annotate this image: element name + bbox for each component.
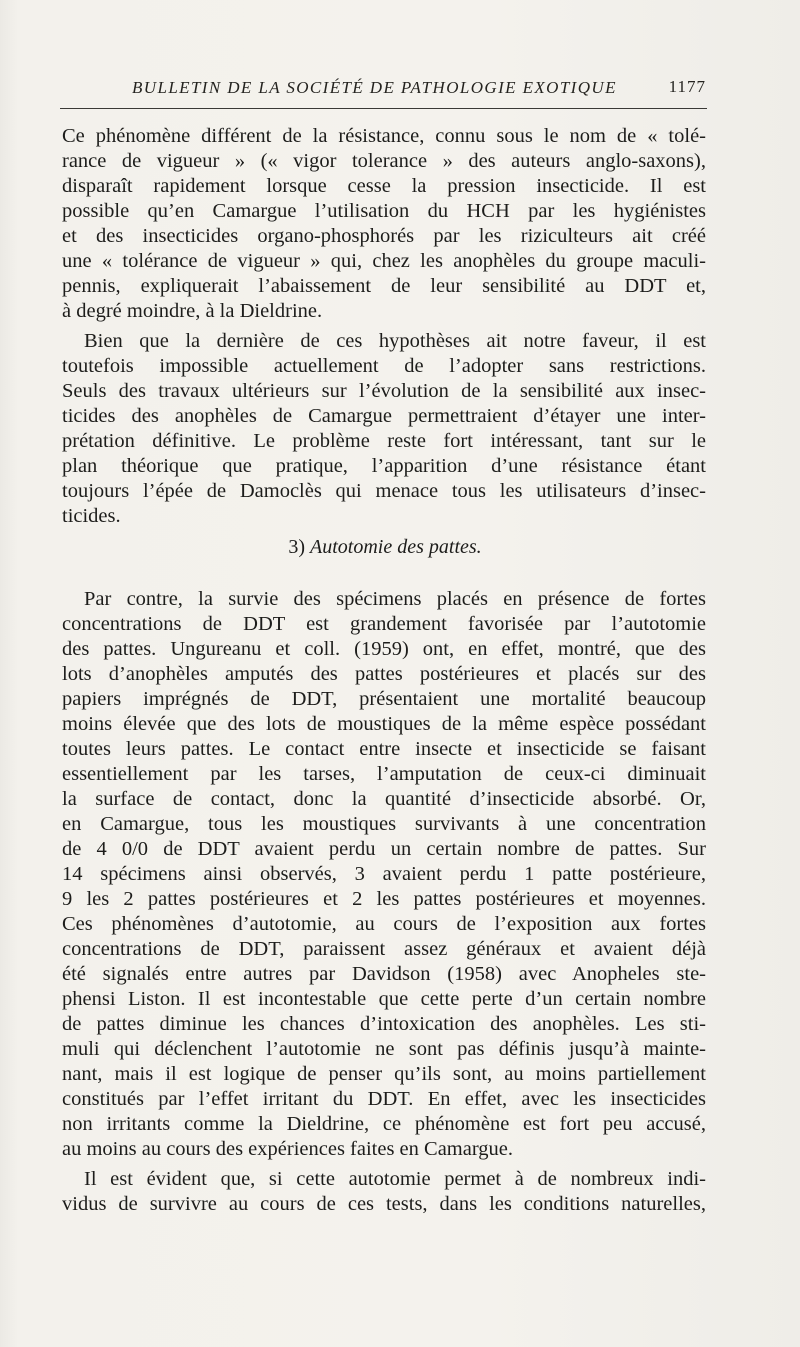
text-line: disparaît rapidement lorsque cesse la pression insecticide. Il est xyxy=(62,175,706,197)
text-line: rance de vigueur » (« vigor tolerance » des auteurs anglo-saxons), xyxy=(62,150,706,172)
text-line: non irritants comme la Dieldrine, ce phénomène est fort peu accusé, xyxy=(62,1113,706,1135)
text-line: été signalés entre autres par Davidson (1958) avec Anopheles ste- xyxy=(62,963,706,985)
paragraph-1 xyxy=(62,124,706,324)
text-line: ticides. xyxy=(62,505,121,527)
text-line: de 4 0/0 de DDT avaient perdu un certain nombre de pattes. Sur xyxy=(62,838,706,860)
text-line: Par contre, la survie des spécimens placés en présence de fortes xyxy=(84,588,706,610)
text-line: vidus de survivre au cours de ces tests, dans les conditions naturelles, xyxy=(62,1193,706,1215)
text-line: une « tolérance de vigueur » qui, chez les anophèles du groupe maculi- xyxy=(62,250,706,272)
section-title: Autotomie des pattes. xyxy=(310,536,482,558)
text-line: toutes leurs pattes. Le contact entre insecte et insecticide se faisant xyxy=(62,738,706,760)
page-number: 1177 xyxy=(668,77,706,96)
section-number: 3) xyxy=(288,536,306,558)
text-line: en Camargue, tous les moustiques survivants à une concentration xyxy=(62,813,706,835)
running-header xyxy=(60,74,706,102)
text-line: Ce phénomène différent de la résistance, connu sous le nom de « tolé- xyxy=(62,125,706,147)
header-rule xyxy=(60,108,707,109)
text-line: phensi Liston. Il est incontestable que cette perte d’un certain nombre xyxy=(62,988,706,1010)
text-line: pennis, expliquerait l’abaissement de leur sensibilité au DDT et, xyxy=(62,275,706,297)
text-line: essentiellement par les tarses, l’amputation de ceux-ci diminuait xyxy=(62,763,706,785)
text-line: concentrations de DDT est grandement favorisée par l’autotomie xyxy=(62,613,706,635)
section-heading xyxy=(62,532,706,562)
text-line: 14 spécimens ainsi observés, 3 avaient perdu 1 patte postérieure, xyxy=(62,863,706,885)
text-line: Seuls des travaux ultérieurs sur l’évolution de la sensibilité aux insec- xyxy=(62,380,706,402)
text-line: lots d’anophèles amputés des pattes postérieures et placés sur des xyxy=(62,663,706,685)
text-line: concentrations de DDT, paraissent assez généraux et avaient déjà xyxy=(62,938,706,960)
text-line: prétation définitive. Le problème reste fort intéressant, tant sur le xyxy=(62,430,706,452)
journal-title: BULLETIN DE LA SOCIÉTÉ DE PATHOLOGIE EXOTIQUE xyxy=(132,78,617,97)
text-line: possible qu’en Camargue l’utilisation du HCH par les hygiénistes xyxy=(62,200,706,222)
text-line: la surface de contact, donc la quantité d’insecticide absorbé. Or, xyxy=(62,788,706,810)
paragraph-3 xyxy=(62,587,706,1162)
paragraph-4 xyxy=(62,1167,706,1217)
text-line: Ces phénomènes d’autotomie, au cours de l’exposition aux fortes xyxy=(62,913,706,935)
text-line: de pattes diminue les chances d’intoxication des anophèles. Les sti- xyxy=(62,1013,706,1035)
text-line: moins élevée que des lots de moustiques de la même espèce possédant xyxy=(62,713,706,735)
text-line: toujours l’épée de Damoclès qui menace tous les utilisateurs d’insec- xyxy=(62,480,706,502)
body-text xyxy=(62,124,706,1217)
text-line: plan théorique que pratique, l’apparition d’une résistance étant xyxy=(62,455,706,477)
text-line: papiers imprégnés de DDT, présentaient une mortalité beaucoup xyxy=(62,688,706,710)
text-line: à degré moindre, à la Dieldrine. xyxy=(62,300,323,322)
text-line: ticides des anophèles de Camargue permettraient d’étayer une inter- xyxy=(62,405,706,427)
text-line: nant, mais il est logique de penser qu’ils sont, au moins partiellement xyxy=(62,1063,706,1085)
text-line: Bien que la dernière de ces hypothèses ait notre faveur, il est xyxy=(84,330,706,352)
text-line: toutefois impossible actuellement de l’adopter sans restrictions. xyxy=(62,355,706,377)
text-line: au moins au cours des expériences faites en Camargue. xyxy=(62,1138,514,1160)
text-line: muli qui déclenchent l’autotomie ne sont pas définis jusqu’à mainte- xyxy=(62,1038,706,1060)
paragraph-2 xyxy=(62,329,706,529)
text-line: Il est évident que, si cette autotomie permet à de nombreux indi- xyxy=(84,1168,706,1190)
text-line: des pattes. Ungureanu et coll. (1959) ont, en effet, montré, que des xyxy=(62,638,706,660)
section-gap xyxy=(62,562,706,587)
text-line: constitués par l’effet irritant du DDT. En effet, avec les insecticides xyxy=(62,1088,706,1110)
text-line: et des insecticides organo-phosphorés par les riziculteurs ait créé xyxy=(62,225,706,247)
text-line: 9 les 2 pattes postérieures et 2 les pattes postérieures et moyennes. xyxy=(62,888,706,910)
